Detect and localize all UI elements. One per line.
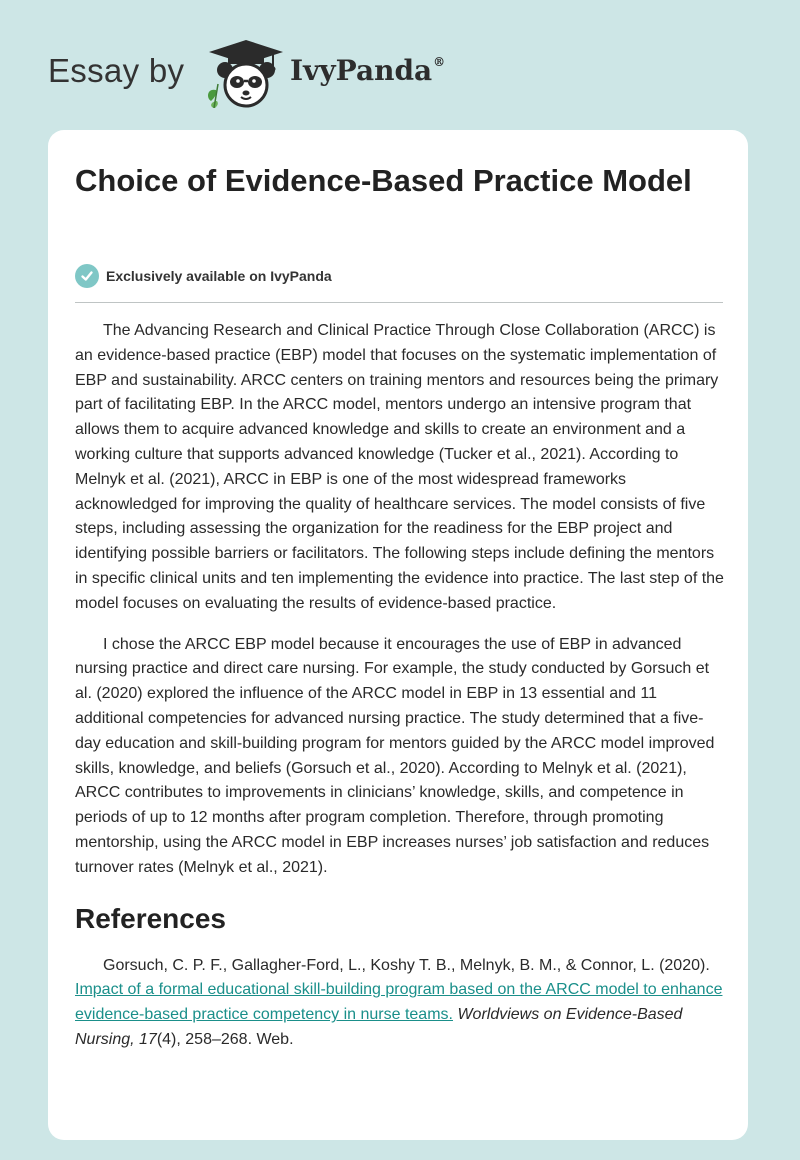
- reference-details: (4), 258–268. Web.: [156, 1030, 294, 1048]
- reference-link[interactable]: Impact of a formal educational skill-building program based on the ARCC model to enhance evidence-based practice competency in nurse teams.: [75, 981, 723, 1024]
- page-title: Choice of Evidence-Based Practice Model: [75, 163, 692, 198]
- references-heading: References: [75, 902, 226, 934]
- essay-card: [48, 130, 748, 1140]
- paragraph: I chose the ARCC EBP model because it encourages the use of EBP in advanced nursing practice and direct care nursing. For example, the study conducted by Gorsuch et al. (2020) explored the influence of the ARCC model in EBP in 13 essential and 11 additional competencies for advanced nursing practice. The study determined that a five-day education and skill-building program for mentors guided by the ARCC model improved skills, knowledge, and beliefs (Gorsuch et al., 2020). According to Melnyk et al. (2021), ARCC contributes to improvements in clinicians’ knowledge, skills, and competence in periods of up to 12 months after program completion. Therefore, through promoting mentorship, using the ARCC model in EBP increases nurses’ job satisfaction and reduces turnover rates (Melnyk et al., 2021).: [75, 635, 715, 876]
- reference-item: [75, 954, 727, 1053]
- panda-graduation-cap-icon: [203, 38, 285, 108]
- checkmark-icon: [75, 264, 99, 288]
- reference-journal: Worldviews on Evidence-Based Nursing, 17: [75, 1006, 683, 1048]
- exclusive-badge: [75, 264, 332, 288]
- essay-body: [75, 319, 727, 1053]
- brand-header: [48, 38, 468, 108]
- divider: [75, 302, 723, 303]
- essay-by-label: Essay by: [48, 52, 185, 89]
- exclusive-label: Exclusively available on IvyPanda: [106, 268, 332, 284]
- paragraph: The Advancing Research and Clinical Practice Through Close Collaboration (ARCC) is an evidence-based practice (EBP) model that focuses on the systematic implementation of EBP and sustainability. ARCC centers on training mentors and resources being the primary part of facilitating EBP. In the ARCC model, mentors undergo an intensive program that allows them to acquire advanced knowledge and skills to create an environment and a working culture that supports advanced knowledge (Tucker et al., 2021). According to Melnyk et al. (2021), ARCC in EBP is one of the most widespread frameworks acknowledged for improving the quality of healthcare services. The model consists of five steps, including assessing the organization for the readiness for the EBP project and identifying possible barriers or facilitators. The following steps include defining the mentors in specific clinical units and ten implementing the evidence into practice. The last step of the model focuses on evaluating the results of evidence-based practice.: [75, 322, 724, 612]
- reference-authors: Gorsuch, C. P. F., Gallagher-Ford, L., Koshy T. B., Melnyk, B. M., & Connor, L. (2020).: [103, 956, 710, 974]
- registered-mark: ®: [433, 55, 446, 69]
- brand-name: IvyPanda®: [290, 54, 446, 87]
